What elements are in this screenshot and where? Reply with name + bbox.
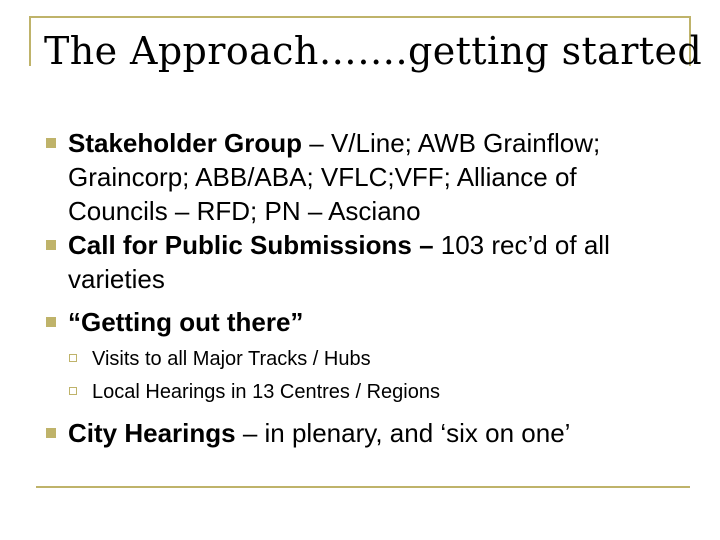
bullet-rest-text: – V/Line; AWB Grainflow; Graincorp; ABB/ABA; VFLC;VFF; Alliance of Councils – RFD; PN – Asciano [68, 128, 601, 226]
bullet-bold-text: City Hearings [68, 418, 236, 448]
bullet-bold-text: “Getting out there” [68, 307, 304, 337]
title-frame-left-rule [29, 16, 31, 66]
bullet-text [68, 228, 682, 296]
bullet-item-public-submissions [42, 228, 682, 296]
square-bullet-icon [46, 317, 56, 327]
square-bullet-icon [46, 240, 56, 250]
bullet-bold-text: Stakeholder Group [68, 128, 303, 158]
square-bullet-icon [46, 428, 56, 438]
slide-title: The Approach…….getting started [44, 29, 703, 73]
bottom-divider-rule [36, 486, 690, 488]
bullet-bold-text: Call for Public Submissions – [68, 230, 434, 260]
sub-bullet-text: Visits to all Major Tracks / Hubs [92, 348, 371, 370]
bullet-item-getting-out-there [42, 305, 682, 339]
square-bullet-icon [46, 138, 56, 148]
sub-bullet-item-local-hearings [64, 379, 664, 405]
bullet-rest-text: 103 rec’d of all varieties [68, 230, 610, 294]
bullet-text [68, 416, 682, 450]
bullet-text [68, 305, 682, 339]
bullet-item-stakeholder-group [42, 126, 682, 228]
title-frame-top-rule [29, 16, 691, 18]
sub-bullet-text: Local Hearings in 13 Centres / Regions [92, 381, 440, 403]
bullet-rest-text: – in plenary, and ‘six on one’ [235, 418, 571, 448]
bullet-item-city-hearings [42, 416, 682, 450]
hollow-square-bullet-icon [69, 354, 77, 362]
sub-bullet-item-major-tracks [64, 346, 664, 372]
hollow-square-bullet-icon [69, 387, 77, 395]
bullet-text [68, 126, 682, 228]
